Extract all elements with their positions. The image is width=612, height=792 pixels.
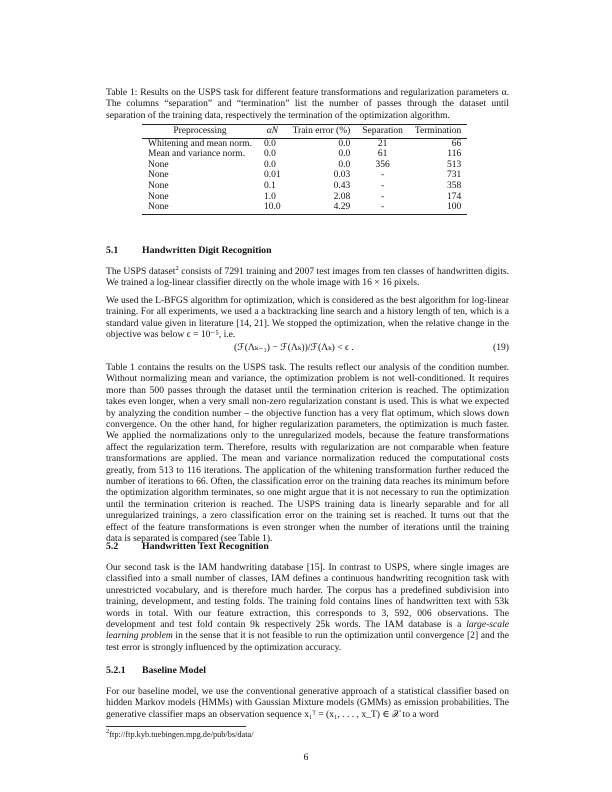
footnote-rule — [106, 726, 246, 727]
header-termination: Termination — [409, 125, 467, 139]
section-number: 5.1 — [106, 245, 119, 256]
paragraph-text: We used the L-BFGS algorithm for optimization, which is considered as the best algorithm for log-linear training. For all experiments, we used a a backtracking line search and a history length of ten, which is a standard value given in literature [14, 21]. We stopped the optimization, when the relative change in the objective was below ϵ = 10⁻⁵, i.e. — [106, 295, 509, 341]
cell-train-error: 0.0 — [338, 138, 351, 149]
header-train-error: Train error (%) — [287, 125, 357, 139]
cell-termination: 731 — [446, 170, 462, 181]
cell-separation: - — [381, 191, 385, 202]
footnote — [106, 723, 509, 739]
cell-train-error: 0.0 — [338, 159, 351, 170]
cell-alpha-n: 0.0 — [263, 149, 276, 160]
section-title: Handwritten Text Recognition — [142, 541, 269, 552]
cell-preprocessing: Whitening and mean norm. — [148, 138, 252, 149]
equation-number: (19) — [493, 342, 509, 353]
cell-termination: 358 — [446, 180, 462, 191]
paragraph-usps-dataset — [106, 266, 509, 289]
section-title: Handwritten Digit Recognition — [142, 245, 272, 256]
cell-train-error: 0.03 — [333, 170, 351, 181]
cell-termination: 66 — [451, 138, 462, 149]
paragraph-usps-results — [106, 362, 509, 545]
cell-separation: 21 — [377, 138, 388, 149]
cell-separation: - — [381, 170, 385, 181]
paragraph-text: Our second task is the IAM handwriting database [15]. In contrast to USPS, where single images are classified into a small number of classes, IAM defines a continuous handwriting recognition task with unrestricted vocabulary, and is therefore much harder. The corpus has a predefined subdivision into training, development, and testing folds. The training fold contains lines of handwritten text with 53k words in total. With our feature extraction, this corresponds to 3, 592, 006 observations. The development and test fold contain 9k respectively 25k words. The IAM database is a — [106, 562, 509, 631]
section-number: 5.2.1 — [106, 665, 126, 676]
cell-train-error: 0.43 — [333, 180, 351, 191]
cell-separation: 356 — [375, 159, 390, 170]
table-row — [142, 149, 467, 160]
footnote-url[interactable]: ftp://ftp.kyb.tuebingen.mpg.de/pub/bs/data/ — [109, 730, 254, 739]
paragraph-text: The USPS dataset — [106, 266, 176, 277]
cell-alpha-n: 1.0 — [263, 191, 276, 202]
page-number: 6 — [303, 752, 309, 763]
header-preprocessing: Preprocessing — [142, 125, 258, 139]
paragraph-iam-database — [106, 562, 509, 653]
table-caption — [106, 87, 509, 121]
cell-termination: 100 — [409, 202, 467, 214]
header-separation: Separation — [356, 125, 409, 139]
paragraph-text: in the sense that it is not feasible to run the optimization until convergence [2] and the test error is strongly influenced by the optimization accuracy. — [106, 630, 509, 653]
cell-train-error: 2.08 — [333, 191, 351, 202]
section-heading-5-1 — [106, 245, 272, 256]
cell-alpha-n: 0.0 — [263, 159, 276, 170]
cell-separation: - — [356, 202, 409, 214]
footnote-number: 2 — [106, 728, 110, 736]
cell-alpha-n: 0.0 — [263, 138, 276, 149]
cell-separation: - — [381, 180, 385, 191]
table-row — [142, 160, 467, 171]
section-number: 5.2 — [106, 541, 119, 552]
results-table — [142, 124, 467, 215]
cell-termination: 116 — [447, 149, 462, 160]
cell-separation: 61 — [377, 149, 388, 160]
paragraph-lbfgs — [106, 295, 509, 341]
paragraph-text: consists of 7291 training and 2007 test images from ten classes of handwritten digits. We trained a log-linear classifier directly on the whole image with 16 × 16 pixels. — [106, 266, 509, 289]
cell-alpha-n: 0.01 — [263, 170, 281, 181]
cell-alpha-n: 0.1 — [263, 180, 276, 191]
cell-preprocessing: None — [142, 202, 258, 214]
cell-termination: 174 — [446, 191, 462, 202]
table-row — [142, 192, 467, 203]
cell-alpha-n: 10.0 — [258, 202, 287, 214]
section-heading-5-2 — [106, 541, 269, 552]
emphasis-text: large-scale learning problem — [106, 619, 509, 642]
table-row — [142, 138, 467, 149]
table-row — [142, 181, 467, 192]
cell-preprocessing: None — [148, 180, 169, 191]
table-row — [142, 170, 467, 181]
paragraph-baseline-model — [106, 686, 509, 720]
cell-preprocessing: None — [148, 170, 169, 181]
section-title: Baseline Model — [142, 665, 206, 676]
cell-train-error: 4.29 — [287, 202, 357, 214]
table-header-row — [142, 125, 467, 139]
paragraph-text: Table 1 contains the results on the USPS task. The results reflect our analysis of the condition number. Without normalizing mean and variance, the optimization problem is not well-conditioned. It requires more than 500 passes through the dataset until the termination criterion is reached. The optimization takes even longer, when a very small non-zero regularization constant is used. This is what we expected by analyzing the condition number – the objective function has a very flat optimum, which slows down convergence. On the other hand, for higher regularization parameters, the optimization is much faster. We applied the normalizations only to the unregularized models, because the feature transformations affect the regularization term. Therefore, results with regularization are not comparable when feature transformations are applied. The mean and variance normalization reduced the computational costs greatly, from 513 to 116 iterations. The application of the whitening transformation further reduced the number of iterations to 66. Often, the classification error on the training data reaches its minimum before the optimization algorithm terminates, so one might argue that it is not necessary to run the optimization until the termination criterion is reached. The USPS training data is linearly separable and for all unregularized trainings, a zero classification error on the training set is reached. It turns out that the effect of the feature transformations is even stronger when the number of iterations until the training data is separated is compared (see Table 1). — [106, 362, 509, 545]
section-heading-5-2-1 — [106, 665, 206, 676]
equation-expression: (ℱ(Λₖ₋₁) − ℱ(Λₖ))/ℱ(Λₖ) < ϵ . — [234, 342, 354, 353]
cell-train-error: 0.0 — [338, 149, 351, 160]
paragraph-text: For our baseline model, we use the conventional generative approach of a statistical classifier based on hidden Markov models (HMMs) with Gaussian Mixture models (GMMs) as emission probabilities. The generative classifier maps an observation sequence x₁ᵀ = (x₁, . . . , x_T) ∈ 𝒳 to a word — [106, 686, 509, 720]
cell-preprocessing: None — [148, 159, 169, 170]
cell-preprocessing: Mean and variance norm. — [148, 149, 246, 160]
footnote-mark: 2 — [175, 264, 179, 272]
cell-preprocessing: None — [148, 191, 169, 202]
header-alpha-n: αN — [258, 125, 287, 139]
caption-text: Table 1: Results on the USPS task for different feature transformations and regularization parameters α. The columns “separation” and “termination” list the number of passes through the dataset until separation of the training data, respectively the termination of the optimization algorithm. — [106, 87, 509, 121]
table-row — [142, 202, 467, 214]
cell-termination: 513 — [446, 159, 462, 170]
